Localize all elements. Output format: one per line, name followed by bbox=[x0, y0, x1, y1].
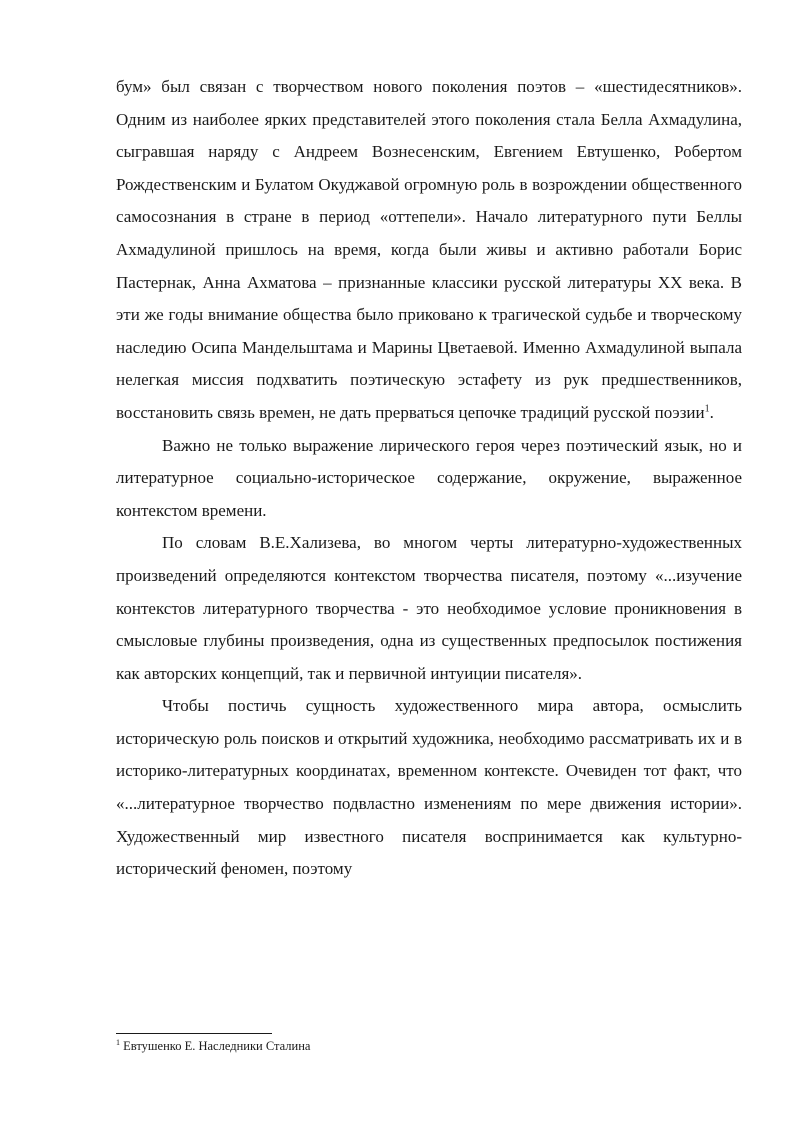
paragraph-continuation bbox=[116, 71, 742, 430]
paragraph-tail: . bbox=[709, 402, 714, 422]
footnote-separator bbox=[116, 1033, 272, 1034]
paragraph-text: бум» был связан с творчеством нового поколения поэтов – «шестидесятников». Одним из наиболее ярких представителей этого поколения стала Белла Ахмадулина, сыгравшая наряду с Андреем Вознесенским, Евгением Евтушенко, Робертом Рождественским и Булатом Окуджавой огромную роль в возрождении общественного самосознания в стране в период «оттепели». Начало литературного пути Беллы Ахмадулиной пришлось на время, когда были живы и активно работали Борис Пастернак, Анна Ахматова – признанные классики русской литературы XX века. В эти же годы внимание общества было приковано к трагической судьбе и творческому наследию Осипа Мандельштама и Марины Цветаевой. Именно Ахмадулиной выпала нелегкая миссия подхватить поэтическую эстафету из рук предшественников, восстановить связь времен, не дать прерваться цепочке традиций русской поэзии bbox=[116, 77, 742, 422]
footnote-text: Евтушенко Е. Наследники Сталина bbox=[123, 1039, 311, 1053]
body-text bbox=[116, 71, 742, 886]
paragraph: Чтобы постичь сущность художественного мира автора, осмыслить историческую роль поисков и открытий художника, необходимо рассматривать их и в историко-литературных координатах, временном контексте. Очевиден тот факт, что «...литературное творчество подвластно изменениям по мере движения истории». Художественный мир известного писателя воспринимается как культурно-исторический феномен, поэтому bbox=[116, 696, 742, 879]
paragraph: По словам В.Е.Хализева, во многом черты литературно-художественных произведений определяются контекстом творчества писателя, поэтому «...изучение контекстов литературного творчества - это необходимое условие проникновения в смысловые глубины произведения, одна из существенных предпосылок постижения как авторских концепций, так и первичной интуиции писателя». bbox=[116, 533, 742, 683]
paragraph: Важно не только выражение лирического героя через поэтический язык, но и литературное социально-историческое содержание, окружение, выраженное контекстом времени. bbox=[116, 435, 742, 520]
footnote-number: 1 bbox=[116, 1037, 120, 1047]
footnote bbox=[116, 1038, 742, 1054]
footnote-reference: 1 bbox=[704, 403, 710, 415]
